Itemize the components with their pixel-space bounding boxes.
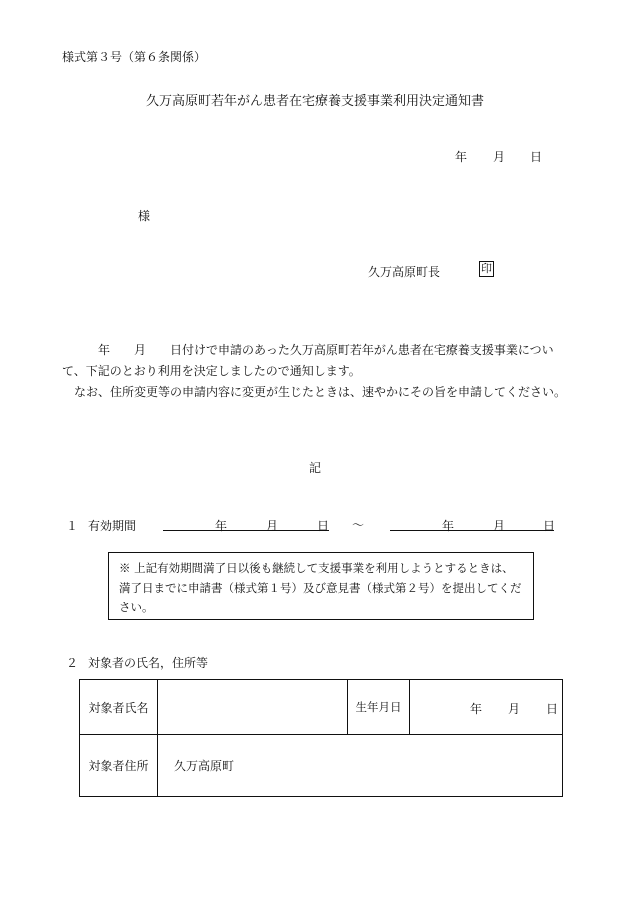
body-paragraph-1: 年 月 日付けで申請のあった久万高原町若年がん患者在宅療養支援事業について、下記のとおり利用を決定しましたので通知します。	[62, 343, 554, 378]
date-month-label: 月	[493, 150, 506, 164]
table-row	[80, 680, 563, 735]
start-day-label: 日	[317, 519, 330, 533]
section1-number: １	[66, 519, 79, 533]
section1-label: 有効期間	[88, 519, 137, 533]
date-year-label: 年	[455, 150, 468, 164]
dob-label-cell: 生年月日	[348, 680, 410, 735]
address-value-cell[interactable]: 久万高原町	[158, 735, 563, 797]
ki-heading: 記	[308, 461, 321, 475]
dob-year-label: 年	[470, 702, 483, 716]
end-day-label: 日	[543, 519, 556, 533]
issuer-name: 久万高原町長	[368, 265, 441, 279]
end-month-label: 月	[493, 519, 506, 533]
dob-month-label: 月	[508, 702, 521, 716]
end-year-label: 年	[442, 519, 455, 533]
dob-day-label: 日	[546, 702, 559, 716]
start-year-label: 年	[215, 519, 228, 533]
dob-value-cell[interactable]	[410, 680, 563, 735]
body-paragraph-2: なお、住所変更等の申請内容に変更が生じたときは、速やかにその旨を申請してください。	[62, 385, 567, 399]
document-title: 久万高原町若年がん患者在宅療養支援事業利用決定通知書	[145, 94, 484, 109]
section2-number: ２	[66, 656, 79, 670]
subject-info-table	[79, 679, 563, 797]
address-label-cell: 対象者住所	[80, 735, 158, 797]
start-month-label: 月	[266, 519, 279, 533]
name-value-cell[interactable]	[158, 680, 348, 735]
recipient-suffix: 様	[138, 209, 151, 223]
table-row	[80, 735, 563, 797]
form-number: 様式第３号（第６条関係）	[62, 50, 207, 64]
section2-label: 対象者の氏名，住所等	[88, 656, 209, 670]
period-tilde: ～	[352, 518, 365, 532]
seal-mark	[479, 261, 494, 277]
renewal-note-text: ※ 上記有効期間満了日以後も継続して支援事業を利用しようとするときは、満了日までに申請書（様式第１号）及び意見書（様式第２号）を提出してください。	[119, 561, 522, 614]
renewal-note-box	[108, 552, 534, 620]
period-start-underline	[163, 530, 329, 531]
seal-text: 印	[481, 262, 492, 275]
period-end-underline	[390, 530, 554, 531]
name-label-cell: 対象者氏名	[80, 680, 158, 735]
date-day-label: 日	[530, 150, 543, 164]
